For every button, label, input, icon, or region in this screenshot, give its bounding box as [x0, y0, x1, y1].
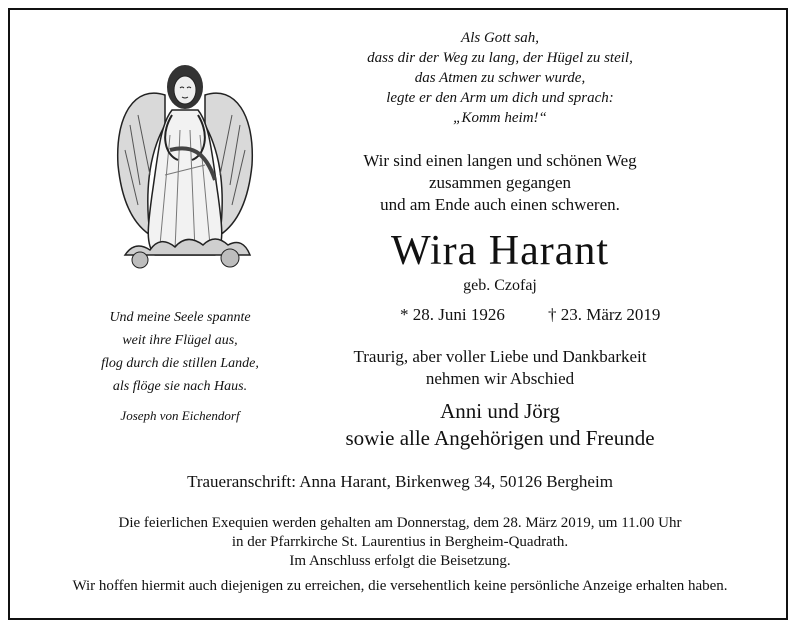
quote	[60, 306, 300, 398]
intro-line: zusammen gegangen	[428, 173, 572, 192]
quote-line: weit ihre Flügel aus,	[122, 333, 238, 348]
mourning-line: Traurig, aber voller Liebe und Dankbarkeit	[353, 347, 647, 366]
intro-line: und am Ende auch einen schweren.	[380, 195, 620, 214]
poem-line: „Komm heim!“	[453, 110, 547, 126]
mourning-line: nehmen wir Abschied	[425, 369, 575, 388]
birth-date: * 28. Juni 1926	[400, 305, 505, 324]
maiden-name: geb. Czofaj	[463, 277, 537, 294]
death-date: † 23. März 2019	[548, 305, 661, 324]
intro-line: Wir sind einen langen und schönen Weg	[363, 151, 637, 170]
mourning-address: Traueranschrift: Anna Harant, Birkenweg 34, 50126 Bergheim	[187, 472, 613, 491]
notice-text: Wir hoffen hiermit auch diejenigen zu erreichen, die versehentlich keine persönliche Anzeige erhalten haben.	[72, 578, 728, 594]
poem	[340, 28, 660, 128]
service-details	[40, 514, 760, 571]
quote-line: als flöge sie nach Haus.	[112, 379, 248, 394]
service-line: in der Pfarrkirche St. Laurentius in Bergheim-Quadrath.	[231, 534, 569, 550]
deceased-name: Wira Harant	[390, 228, 610, 274]
service-line: Im Anschluss erfolgt die Beisetzung.	[289, 553, 511, 569]
quote-line: Und meine Seele spannte	[109, 310, 251, 325]
mourning-text	[340, 346, 660, 390]
poem-line: dass dir der Weg zu lang, der Hügel zu steil,	[367, 50, 633, 66]
family-line: sowie alle Angehörigen und Freunde	[345, 426, 655, 450]
quote-author: Joseph von Eichendorf	[120, 408, 240, 423]
family-names	[300, 398, 700, 452]
quote-line: flog durch die stillen Lande,	[101, 356, 259, 371]
intro-text	[340, 150, 660, 216]
family-line: Anni und Jörg	[440, 399, 560, 423]
poem-line: das Atmen zu schwer wurde,	[414, 70, 586, 86]
angel-illustration-icon	[110, 55, 260, 273]
service-line: Die feierlichen Exequien werden gehalten am Donnerstag, dem 28. März 2019, um 11.00 Uhr	[118, 515, 682, 531]
poem-line: legte er den Arm um dich und sprach:	[386, 90, 614, 106]
poem-line: Als Gott sah,	[461, 30, 539, 46]
